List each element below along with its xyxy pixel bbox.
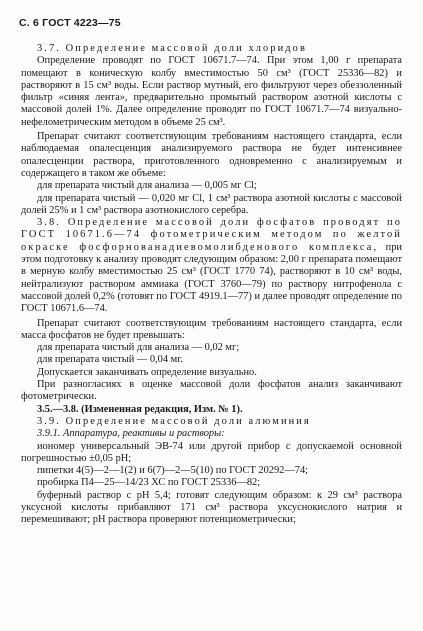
- paragraph: буферный раствор с pH 5,4; готовят следующим образом: к 29 см³ раствора уксусной кислоты прибавляют 171 см³ раствора уксуснокислого натрия и перемешивают; pH раствора проверяют потенциометрически;: [21, 489, 402, 526]
- document-body: [21, 43, 402, 527]
- paragraph: пробирка П4—25—14/23 ХС по ГОСТ 25336—82;: [37, 477, 261, 489]
- section-3-8-lead: 3.8. Определение массовой доли фосфатов проводят по ГОСТ 10671.6—74 фотометрическим методом по желтой окраске фосфорнованадиевомолибденового комплекса,: [21, 217, 402, 253]
- paragraph: пипетки 4(5)—2—1(2) и 6(7)—2—5(10) по ГОСТ 20292—74;: [37, 465, 309, 477]
- section-3-9-1-heading: 3.9.1. Аппаратура, реактивы и растворы:: [37, 428, 225, 440]
- amendment-note: 3.5.—3.8. (Измененная редакция, Изм. № 1).: [37, 403, 243, 415]
- paragraph: для препарата чистый — 0,020 мг Cl, 1 см³ раствора азотной кислоты с массовой долей 25% и 1 см³ раствора азотнокислого серебра.: [21, 192, 402, 216]
- paragraph: иономер универсальный ЭВ-74 или другой прибор с допускаемой основной погрешностью ±0,05 pH;: [21, 440, 402, 464]
- page-header: С. 6 ГОСТ 4223—75: [19, 17, 121, 29]
- paragraph: для препарата чистый для анализа — 0,02 мг;: [37, 342, 240, 354]
- section-3-8-paragraph: [21, 217, 402, 315]
- paragraph: Определение проводят по ГОСТ 10671.7—74. При этом 1,00 г препарата помещают в коническую колбу вместимостью 50 см³ (ГОСТ 25336—82) и растворяют в 15 см³ воды. Если раствор мутный, его фильтруют через обеззоленный фильтр «синяя лента», предварительно промытый раствором азотной кислоты с массовой долей 1%. Далее определение проводят по ГОСТ 10671.7—74 визуально-нефелометрическим методом в объеме 25 см³.: [21, 55, 402, 128]
- paragraph: Препарат считают соответствующим требованиям настоящего стандарта, если наблюдаемая опалесценция анализируемого раствора не будет интенсивнее опалесценции раствора, приготовленного одновременно с анализируемым и содержащего в таком же объеме:: [21, 131, 402, 179]
- paragraph: При разногласиях в оценке массовой доли фосфатов анализ заканчивают фотометрически.: [21, 379, 402, 403]
- paragraph: Препарат считают соответствующим требованиям настоящего стандарта, если масса фосфатов не будет превышать:: [21, 317, 402, 341]
- section-3-9-heading: 3.9. Определение массовой доли алюминия: [37, 415, 311, 427]
- paragraph: для препарата чистый для анализа — 0,005 мг Cl;: [37, 180, 257, 192]
- section-3-8-text: при этом подготовку к анализу проводят следующим образом: 2,00 г препарата помещают в мерную колбу вместимостью 25 см³ (ГОСТ 1770 74), растворяют в 10 см³ воды, нейтрализуют раствором аммиака (ГОСТ 3760—79) по раствору нитрофенола с массовой долей 0,2% (готовят по ГОСТ 4919.1—77) и далее проводят определение по ГОСТ 10671.6—74.: [21, 241, 402, 315]
- section-3-7-heading: 3.7. Определение массовой доли хлоридов: [37, 43, 307, 54]
- paragraph: Допускается заканчивать определение визуально.: [37, 366, 257, 378]
- paragraph: для препарата чистый — 0,04 мг.: [37, 354, 183, 366]
